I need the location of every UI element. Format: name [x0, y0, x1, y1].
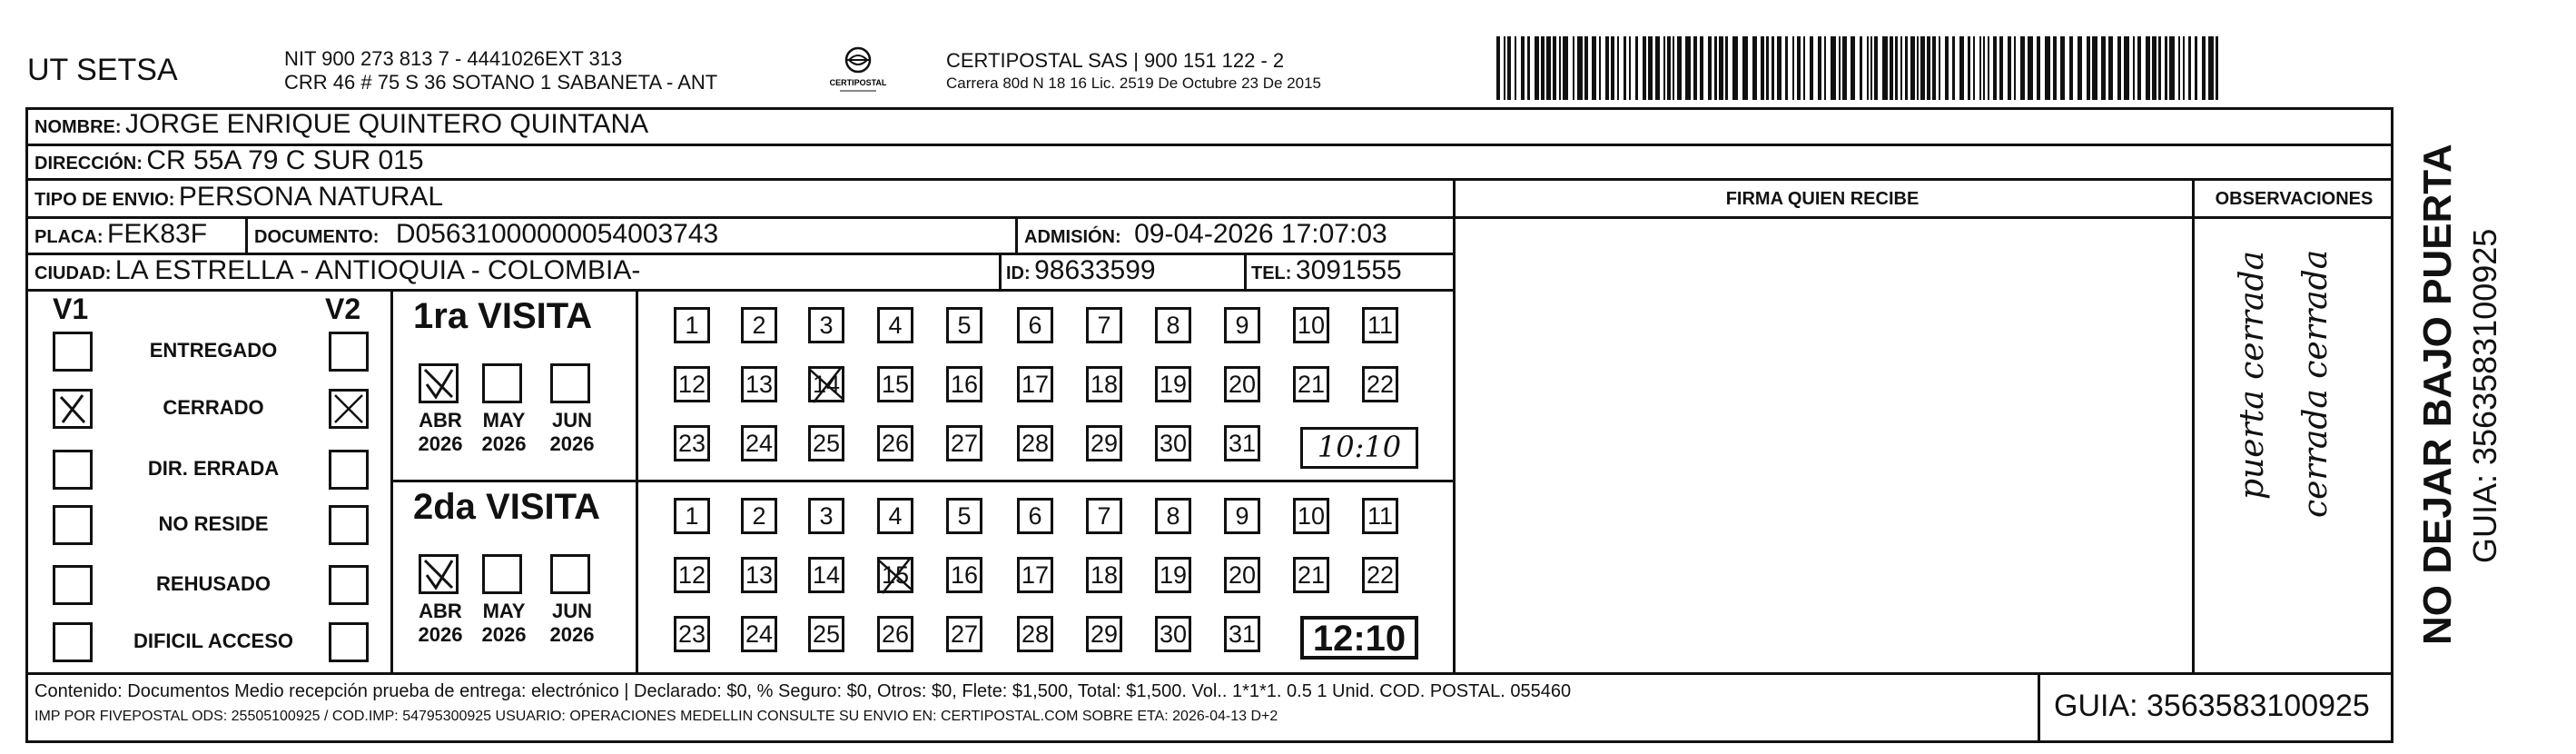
- first-visit-day[interactable]: 13: [741, 366, 777, 402]
- barcode-bar: [1973, 36, 1975, 100]
- first-visit-day[interactable]: 5: [946, 307, 982, 343]
- barcode-bar: [1777, 36, 1781, 100]
- barcode-bar: [1792, 36, 1794, 100]
- barcode-bar: [1504, 36, 1505, 100]
- barcode-bar: [1605, 36, 1609, 100]
- barcode-bar: [1870, 36, 1872, 100]
- barcode-bar: [1979, 36, 1981, 100]
- v1-checkbox-3[interactable]: [53, 505, 93, 545]
- second-visit-month-box-2[interactable]: [550, 554, 590, 594]
- barcode-bar: [1932, 36, 1936, 100]
- barcode-bar: [2020, 36, 2025, 100]
- nombre-value: JORGE ENRIQUE QUINTERO QUINTANA: [125, 109, 649, 139]
- second-visit-day[interactable]: 29: [1086, 616, 1122, 652]
- barcode-bar: [2146, 36, 2150, 100]
- barcode-bar: [1577, 36, 1583, 100]
- barcode-bar: [1818, 36, 1821, 100]
- certipostal-license: Carrera 80d N 18 16 Lic. 2519 De Octubre 23 De 2015: [946, 74, 1321, 92]
- barcode-bar: [1521, 36, 1525, 100]
- v2-checkbox-2[interactable]: [329, 450, 369, 490]
- barcode-bar: [2087, 36, 2090, 100]
- barcode-bar: [1496, 36, 1500, 100]
- day-check-mark-icon: [873, 553, 917, 601]
- first-visit-month-box-1[interactable]: [482, 363, 522, 403]
- footer-guia: GUIA: 3563583100925: [2054, 689, 2370, 723]
- barcode-bar: [1890, 36, 1893, 100]
- second-visit-day[interactable]: 11: [1362, 498, 1398, 534]
- barcode-bar: [1507, 36, 1511, 100]
- barcode-bar: [1824, 36, 1826, 100]
- v1-checkbox-5[interactable]: [53, 622, 93, 662]
- first-visit-month-label: JUN 2026: [549, 409, 595, 455]
- barcode-bar: [1988, 36, 1989, 100]
- barcode-bar: [2078, 36, 2082, 100]
- barcode-bar: [1766, 36, 1769, 100]
- barcode-bar: [1515, 36, 1516, 100]
- second-visit-day[interactable]: 17: [1017, 557, 1053, 593]
- barcode-bar: [1714, 36, 1717, 100]
- tipo-value: PERSONA NATURAL: [178, 182, 444, 212]
- first-visit-day[interactable]: 17: [1017, 366, 1053, 402]
- second-visit-month-label: JUN 2026: [549, 600, 595, 646]
- barcode-bar: [2108, 36, 2113, 100]
- direccion-value: CR 55A 79 C SUR 015: [146, 145, 424, 175]
- barcode: [1496, 36, 2223, 100]
- barcode-bar: [2037, 36, 2040, 100]
- barcode-bar: [1752, 36, 1757, 100]
- barcode-bar: [2152, 36, 2157, 100]
- tel-label: TEL:: [1251, 263, 1292, 283]
- first-visit-day[interactable]: 22: [1362, 366, 1398, 402]
- v1-checkbox-2[interactable]: [53, 450, 93, 490]
- status-label: DIR. ERRADA: [147, 457, 280, 480]
- barcode-bar: [1803, 36, 1805, 100]
- obs-note-1: puerta cerrada: [2234, 251, 2271, 500]
- barcode-bar: [1559, 36, 1561, 100]
- first-visit-day[interactable]: 28: [1017, 425, 1053, 461]
- barcode-bar: [1910, 36, 1915, 100]
- side-guia: GUIA: 3563583100925: [2466, 228, 2503, 563]
- second-visit-day[interactable]: 8: [1155, 498, 1191, 534]
- barcode-bar: [1860, 36, 1862, 100]
- second-visit-day[interactable]: 15: [877, 557, 913, 593]
- barcode-bar: [1685, 36, 1691, 100]
- barcode-bar: [1785, 36, 1788, 100]
- first-visit-day[interactable]: 6: [1017, 307, 1053, 343]
- barcode-bar: [2053, 36, 2057, 100]
- barcode-bar: [1797, 36, 1801, 100]
- barcode-bar: [1920, 36, 1925, 100]
- barcode-bar: [2188, 36, 2191, 100]
- first-visit-day[interactable]: 2: [741, 307, 777, 343]
- status-label: DIFICIL ACCESO: [133, 630, 293, 652]
- barcode-bar: [2124, 36, 2129, 100]
- barcode-bar: [1927, 36, 1930, 100]
- barcode-bar: [2183, 36, 2185, 100]
- tipo-label: TIPO DE ENVIO:: [35, 190, 175, 210]
- admision-value: 09-04-2026 17:07:03: [1134, 219, 1387, 249]
- tel-value: 3091555: [1295, 255, 1402, 285]
- id-value: 98633599: [1034, 255, 1156, 285]
- barcode-bar: [1708, 36, 1712, 100]
- second-visit-day[interactable]: 28: [1017, 616, 1053, 652]
- second-visit-day[interactable]: 30: [1155, 616, 1191, 652]
- first-visit-day[interactable]: 18: [1086, 366, 1122, 402]
- svg-text:CERTIPOSTAL: CERTIPOSTAL: [829, 78, 887, 87]
- barcode-bar: [2060, 36, 2065, 100]
- certipostal-logo: [817, 44, 899, 98]
- v1-header: V1: [53, 293, 89, 325]
- barcode-bar: [1677, 36, 1682, 100]
- barcode-bar: [1527, 36, 1530, 100]
- barcode-bar: [2202, 36, 2206, 100]
- second-visit-day[interactable]: 6: [1017, 498, 1053, 534]
- first-visit-day[interactable]: 9: [1224, 307, 1260, 343]
- barcode-bar: [1546, 36, 1551, 100]
- second-visit-day[interactable]: 22: [1362, 557, 1398, 593]
- second-visit-day[interactable]: 7: [1086, 498, 1122, 534]
- barcode-bar: [1535, 36, 1539, 100]
- admision-label: ADMISIÓN:: [1024, 227, 1121, 247]
- second-visit-day[interactable]: 3: [808, 498, 844, 534]
- barcode-bar: [1900, 36, 1902, 100]
- placa-label: PLACA:: [35, 227, 104, 247]
- first-visit-month-box-2[interactable]: [550, 363, 590, 403]
- footer-contenido: Contenido: Documentos Medio recepción prueba de entrega: electrónico | Declarado: $0, % Seguro: $0, Otros: $0, Flete: $1,500, Total: $1,500. Vol.. 1*1*1. 0.5 1 Unid. COD. POSTAL. 055460: [35, 681, 1572, 701]
- v2-checkbox-0[interactable]: [329, 332, 369, 372]
- first-visit-day[interactable]: 7: [1086, 307, 1122, 343]
- barcode-bar: [1693, 36, 1697, 100]
- barcode-bar: [2028, 36, 2033, 100]
- check-mark-icon: [331, 392, 366, 426]
- placa-value: FEK83F: [107, 219, 208, 249]
- v2-checkbox-1[interactable]: [329, 389, 369, 429]
- v2-header: V2: [325, 293, 361, 325]
- barcode-bar: [1553, 36, 1556, 100]
- first-visit-month-box-0[interactable]: [419, 363, 459, 403]
- first-visit-day[interactable]: 1: [674, 307, 710, 343]
- second-visit-day[interactable]: 14: [808, 557, 844, 593]
- barcode-bar: [2169, 36, 2175, 100]
- first-visit-day[interactable]: 11: [1362, 307, 1398, 343]
- second-visit-day[interactable]: 1: [674, 498, 710, 534]
- second-visit-day[interactable]: 24: [741, 616, 777, 652]
- barcode-bar: [2137, 36, 2141, 100]
- first-visit-day[interactable]: 16: [946, 366, 982, 402]
- barcode-bar: [1629, 36, 1631, 100]
- first-visit-day[interactable]: 14: [808, 366, 844, 402]
- second-visit-day[interactable]: 2: [741, 498, 777, 534]
- barcode-bar: [2165, 36, 2167, 100]
- barcode-bar: [1772, 36, 1774, 100]
- second-visit-day[interactable]: 13: [741, 557, 777, 593]
- barcode-bar: [1563, 36, 1568, 100]
- barcode-bar: [1945, 36, 1949, 100]
- check-mark-icon: [55, 392, 90, 426]
- observaciones-handwriting: [2197, 249, 2388, 663]
- barcode-bar: [1573, 36, 1574, 100]
- first-visit-day[interactable]: 31: [1224, 425, 1260, 461]
- barcode-bar: [1700, 36, 1703, 100]
- first-visit-month-label: MAY 2026: [481, 409, 527, 455]
- barcode-bar: [2101, 36, 2106, 100]
- first-visit-day[interactable]: 29: [1086, 425, 1122, 461]
- second-visit-day[interactable]: 31: [1224, 616, 1260, 652]
- v2-checkbox-3[interactable]: [329, 505, 369, 545]
- barcode-bar: [1895, 36, 1898, 100]
- company-nit: NIT 900 273 813 7 - 4441026EXT 313: [284, 47, 623, 70]
- barcode-bar: [1993, 36, 1997, 100]
- barcode-bar: [1742, 36, 1748, 100]
- first-visit-day[interactable]: 4: [877, 307, 913, 343]
- direccion-label: DIRECCIÓN:: [35, 154, 143, 174]
- footer-imp: IMP POR FIVEPOSTAL ODS: 25505100925 / COD.IMP: 54795300925 USUARIO: OPERACIONES MEDELLIN CONSULTE SU ENVIO EN: CERTIPOSTAL.COM SOBRE ETA: 2026-04-13 D+2: [35, 709, 1278, 724]
- barcode-bar: [2045, 36, 2050, 100]
- barcode-bar: [1983, 36, 1985, 100]
- second-visit-day[interactable]: 4: [877, 498, 913, 534]
- barcode-bar: [1725, 36, 1728, 100]
- first-visit-day[interactable]: 19: [1155, 366, 1191, 402]
- barcode-bar: [1917, 36, 1919, 100]
- status-label: REHUSADO: [156, 572, 271, 595]
- second-visit-time[interactable]: 12:10: [1300, 616, 1418, 660]
- barcode-bar: [1851, 36, 1855, 100]
- side-title: NO DEJAR BAJO PUERTA: [2415, 144, 2460, 645]
- barcode-bar: [2216, 36, 2218, 100]
- first-visit-day[interactable]: 26: [877, 425, 913, 461]
- obs-note-2: cerrada cerrada: [2297, 249, 2334, 518]
- barcode-bar: [2069, 36, 2073, 100]
- v1-checkbox-4[interactable]: [53, 565, 93, 605]
- barcode-bar: [1959, 36, 1964, 100]
- barcode-bar: [2178, 36, 2180, 100]
- barcode-bar: [2008, 36, 2011, 100]
- barcode-bar: [2014, 36, 2016, 100]
- second-visit-day[interactable]: 25: [808, 616, 844, 652]
- barcode-bar: [2158, 36, 2161, 100]
- barcode-bar: [1541, 36, 1545, 100]
- barcode-bar: [1673, 36, 1674, 100]
- ciudad-label: CIUDAD:: [35, 263, 112, 283]
- barcode-bar: [1599, 36, 1601, 100]
- status-label: NO RESIDE: [158, 512, 269, 535]
- barcode-bar: [2208, 36, 2214, 100]
- check-mark-icon: [421, 366, 456, 401]
- barcode-bar: [1732, 36, 1738, 100]
- v1-checkbox-1[interactable]: [53, 389, 93, 429]
- company-name: UT SETSA: [27, 53, 178, 87]
- first-visit-month-label: ABR 2026: [418, 409, 463, 455]
- second-visit-month-box-1[interactable]: [482, 554, 522, 594]
- first-visit-day[interactable]: 12: [674, 366, 710, 402]
- barcode-bar: [1999, 36, 2003, 100]
- second-visit-title: 2da VISITA: [413, 487, 600, 527]
- certipostal-title: CERTIPOSTAL SAS | 900 151 122 - 2: [946, 49, 1285, 72]
- barcode-bar: [1584, 36, 1588, 100]
- barcode-bar: [1667, 36, 1671, 100]
- barcode-bar: [2133, 36, 2135, 100]
- barcode-bar: [1905, 36, 1908, 100]
- second-visit-month-label: MAY 2026: [481, 600, 527, 646]
- barcode-bar: [1831, 36, 1836, 100]
- id-label: ID:: [1006, 263, 1031, 283]
- barcode-bar: [1648, 36, 1653, 100]
- documento-label: DOCUMENTO:: [254, 227, 380, 247]
- barcode-bar: [1839, 36, 1841, 100]
- barcode-bar: [1624, 36, 1626, 100]
- second-visit-month-label: ABR 2026: [418, 600, 463, 646]
- first-visit-day[interactable]: 20: [1224, 366, 1260, 402]
- first-visit-day[interactable]: 15: [877, 366, 913, 402]
- nombre-label: NOMBRE:: [35, 117, 122, 137]
- second-visit-day[interactable]: 27: [946, 616, 982, 652]
- second-visit-day[interactable]: 5: [946, 498, 982, 534]
- second-visit-day[interactable]: 16: [946, 557, 982, 593]
- second-visit-day[interactable]: 26: [877, 616, 913, 652]
- second-visit-day[interactable]: 20: [1224, 557, 1260, 593]
- barcode-bar: [1939, 36, 1940, 100]
- ciudad-value: LA ESTRELLA - ANTIOQUIA - COLOMBIA-: [114, 255, 641, 285]
- barcode-bar: [1867, 36, 1869, 100]
- first-visit-day[interactable]: 23: [674, 425, 710, 461]
- status-label: CERRADO: [163, 396, 264, 419]
- first-visit-day[interactable]: 25: [808, 425, 844, 461]
- first-visit-day[interactable]: 8: [1155, 307, 1191, 343]
- second-visit-day[interactable]: 18: [1086, 557, 1122, 593]
- barcode-bar: [1635, 36, 1638, 100]
- barcode-bar: [1663, 36, 1665, 100]
- first-visit-title: 1ra VISITA: [413, 296, 593, 336]
- barcode-bar: [1592, 36, 1596, 100]
- barcode-bar: [1842, 36, 1847, 100]
- observaciones-label: OBSERVACIONES: [2215, 189, 2374, 209]
- v2-checkbox-5[interactable]: [329, 622, 369, 662]
- second-visit-day[interactable]: 23: [674, 616, 710, 652]
- day-check-mark-icon: [804, 362, 848, 411]
- barcode-bar: [1761, 36, 1764, 100]
- firma-label: FIRMA QUIEN RECIBE: [1725, 189, 1920, 209]
- barcode-bar: [1874, 36, 1878, 100]
- first-visit-time[interactable]: 10:10: [1300, 427, 1418, 469]
- barcode-bar: [2195, 36, 2197, 100]
- first-visit-day[interactable]: 30: [1155, 425, 1191, 461]
- second-visit-day[interactable]: 21: [1293, 557, 1329, 593]
- barcode-bar: [1810, 36, 1813, 100]
- first-visit-day[interactable]: 24: [741, 425, 777, 461]
- v2-checkbox-4[interactable]: [329, 565, 369, 605]
- status-label: ENTREGADO: [149, 339, 278, 362]
- second-visit-month-box-0[interactable]: [419, 554, 459, 594]
- barcode-bar: [1968, 36, 1970, 100]
- first-visit-day[interactable]: 3: [808, 307, 844, 343]
- barcode-bar: [1952, 36, 1955, 100]
- v1-checkbox-0[interactable]: [53, 332, 93, 372]
- second-visit-day[interactable]: 12: [674, 557, 710, 593]
- barcode-bar: [2117, 36, 2121, 100]
- first-visit-day[interactable]: 21: [1293, 366, 1329, 402]
- second-visit-day[interactable]: 9: [1224, 498, 1260, 534]
- second-visit-day[interactable]: 10: [1293, 498, 1329, 534]
- documento-value: D05631000000054003743: [395, 219, 719, 249]
- barcode-bar: [2092, 36, 2097, 100]
- first-visit-day[interactable]: 27: [946, 425, 982, 461]
- company-address: CRR 46 # 75 S 36 SOTANO 1 SABANETA - ANT: [284, 71, 718, 94]
- first-visit-day[interactable]: 10: [1293, 307, 1329, 343]
- barcode-bar: [1655, 36, 1660, 100]
- barcode-bar: [1719, 36, 1723, 100]
- barcode-bar: [1617, 36, 1619, 100]
- barcode-bar: [1611, 36, 1614, 100]
- barcode-bar: [1643, 36, 1646, 100]
- second-visit-day[interactable]: 19: [1155, 557, 1191, 593]
- check-mark-icon: [421, 557, 456, 591]
- barcode-bar: [1882, 36, 1888, 100]
